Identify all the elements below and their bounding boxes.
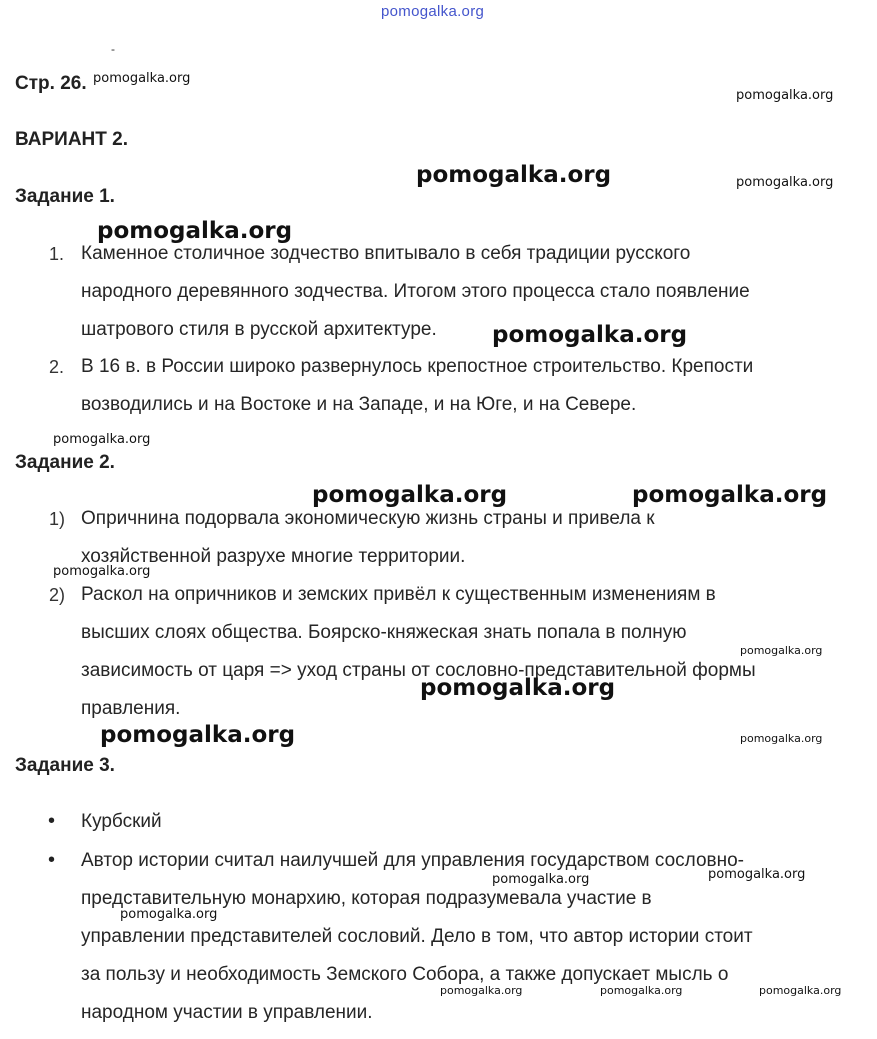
- watermark: pomogalka.org: [492, 322, 688, 348]
- task1-item2-marker: 2.: [49, 357, 65, 377]
- scan-mark: -: [111, 42, 115, 56]
- watermark: pomogalka.org: [312, 482, 508, 508]
- task2-item2-line4: правления.: [81, 698, 181, 719]
- watermark: pomogalka.org: [53, 564, 151, 579]
- watermark: pomogalka.org: [100, 722, 296, 748]
- page-label: Стр. 26.: [15, 73, 87, 94]
- task2-item2-line3: зависимость от царя => уход страны от сословно-представительной формы: [81, 660, 756, 681]
- task1-item2-line1: В 16 в. в России широко развернулось крепостное строительство. Крепости: [81, 356, 754, 377]
- variant-heading: ВАРИАНТ 2.: [15, 129, 128, 150]
- task1-item1-line3: шатрового стиля в русской архитектуре.: [81, 319, 437, 340]
- watermark: pomogalka.org: [600, 984, 683, 997]
- watermark: pomogalka.org: [93, 71, 191, 86]
- watermark: pomogalka.org: [440, 984, 523, 997]
- watermark: pomogalka.org: [740, 732, 823, 745]
- watermark: pomogalka.org: [740, 644, 823, 657]
- task1-item1-marker: 1.: [49, 244, 65, 264]
- watermark: pomogalka.org: [492, 872, 590, 887]
- task2-item1-line2: хозяйственной разрухе многие территории.: [81, 546, 466, 567]
- watermark: pomogalka.org: [97, 218, 293, 244]
- site-header-watermark: pomogalka.org: [381, 3, 485, 20]
- task1-item1-line2: народного деревянного зодчества. Итогом этого процесса стало появление: [81, 281, 750, 302]
- task2-item2-line2: высших слоях общества. Боярско-княжеская знать попала в полную: [81, 622, 687, 643]
- task3-item1-bullet: •: [48, 810, 56, 832]
- task3-item2-line4: за пользу и необходимость Земского Собора, а также допускает мысль о: [81, 964, 729, 985]
- task3-item2-line1: Автор истории считал наилучшей для управления государством сословно-: [81, 850, 745, 871]
- task2-heading: Задание 2.: [15, 452, 115, 473]
- watermark: pomogalka.org: [53, 432, 151, 447]
- task3-item2-line5: народном участии в управлении.: [81, 1002, 373, 1023]
- watermark: pomogalka.org: [759, 984, 842, 997]
- task3-item2-line3: управлении представителей сословий. Дело в том, что автор истории стоит: [81, 926, 753, 947]
- task1-item1-line1: Каменное столичное зодчество впитывало в себя традиции русского: [81, 243, 691, 264]
- watermark: pomogalka.org: [736, 175, 834, 190]
- task2-item2-line1: Раскол на опричников и земских привёл к существенным изменениям в: [81, 584, 716, 605]
- task1-heading: Задание 1.: [15, 186, 115, 207]
- task2-item1-marker: 1): [49, 509, 66, 529]
- task1-item2-line2: возводились и на Востоке и на Западе, и на Юге, и на Севере.: [81, 394, 637, 415]
- watermark: pomogalka.org: [416, 162, 612, 188]
- task2-item2-marker: 2): [49, 585, 66, 605]
- task2-item1-line1: Опричнина подорвала экономическую жизнь страны и привела к: [81, 508, 655, 529]
- watermark: pomogalka.org: [736, 88, 834, 103]
- task3-heading: Задание 3.: [15, 755, 115, 776]
- task3-item2-line2: представительную монархию, которая подразумевала участие в: [81, 888, 652, 909]
- watermark: pomogalka.org: [632, 482, 828, 508]
- task3-item1-line1: Курбский: [81, 811, 162, 832]
- watermark: pomogalka.org: [120, 907, 218, 922]
- watermark: pomogalka.org: [708, 867, 806, 882]
- task3-item2-bullet: •: [48, 849, 56, 871]
- watermark: pomogalka.org: [420, 675, 616, 701]
